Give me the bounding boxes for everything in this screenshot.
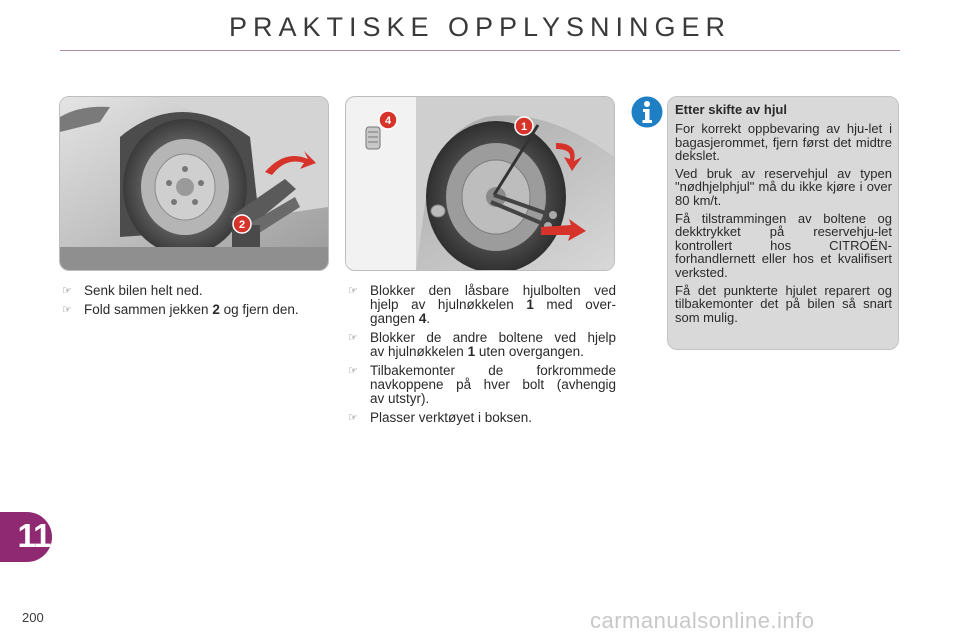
callout-1: 1 [520, 121, 528, 133]
pointing-hand-icon: ☞ [348, 365, 358, 377]
info-paragraph: For korrekt oppbevaring av hju-let i bagasjerommet, fjern først det midtre dekslet. [675, 121, 892, 164]
step-text: Plasser verktøyet i boksen. [370, 410, 533, 425]
page-number: 200 [22, 610, 44, 625]
step-text: av utstyr). [370, 391, 430, 406]
step-text: med over- [533, 297, 616, 312]
pointing-hand-icon: ☞ [348, 285, 358, 297]
step-text: hjelp av hjulnøkkelen [370, 297, 527, 312]
step-text: uten overgangen. [475, 344, 584, 359]
step-text: og fjern den. [219, 302, 299, 317]
chapter-number: 11 [17, 517, 51, 554]
watermark: carmanualsonline.info [590, 608, 815, 633]
jack-lowering-illustration [59, 96, 329, 271]
step-text: navkoppene på hver bolt (avhengig [370, 377, 616, 392]
step-ref-number: 2 [212, 302, 220, 317]
header-divider [60, 50, 900, 51]
right-steps-list [348, 284, 616, 430]
step-text: Fold sammen jekken [84, 302, 213, 317]
list-item [62, 284, 332, 298]
step-text: gangen [370, 311, 419, 326]
step-text: av hjulnøkkelen [370, 344, 468, 359]
page-title: PRAKTISKE OPPLYSNINGER [228, 12, 732, 42]
callout-4: 4 [384, 115, 392, 127]
pointing-hand-icon: ☞ [62, 304, 72, 316]
list-item [348, 284, 616, 326]
list-item [348, 364, 616, 406]
pointing-hand-icon: ☞ [348, 332, 358, 344]
pointing-hand-icon: ☞ [62, 285, 72, 297]
info-paragraph: Få det punkterte hjulet reparert og tilbakemonter det på bilen så snart som mulig. [675, 282, 892, 325]
step-text: . [426, 311, 431, 326]
step-ref-number: 1 [526, 297, 534, 312]
info-title: Etter skifte av hjul [675, 102, 787, 117]
step-text: Blokker de andre boltene ved hjelp [370, 330, 616, 345]
wheel-bolts-illustration [345, 96, 615, 271]
info-box [667, 96, 899, 350]
step-text: Blokker den låsbare hjulbolten ved [370, 283, 616, 298]
step-ref-number: 4 [418, 311, 427, 326]
info-icon [631, 96, 663, 128]
left-steps-list [62, 284, 332, 322]
list-item [348, 331, 616, 359]
step-text: Tilbakemonter de forkrommede [370, 363, 616, 378]
step-ref-number: 1 [467, 344, 476, 359]
list-item [62, 303, 332, 317]
info-paragraph: Ved bruk av reservehjul av typen "nødhjelphjul" må du ikke kjøre i over 80 km/t. [675, 165, 892, 208]
callout-2: 2 [238, 219, 246, 231]
pointing-hand-icon: ☞ [348, 412, 358, 424]
info-paragraph: Få tilstrammingen av boltene og dekktrykket på reservehju-let kontrollert hos CITROËN-forhandlernett eller hos et kvalifisert verksted. [675, 210, 892, 280]
step-text: Senk bilen helt ned. [84, 283, 203, 298]
list-item [348, 411, 616, 425]
